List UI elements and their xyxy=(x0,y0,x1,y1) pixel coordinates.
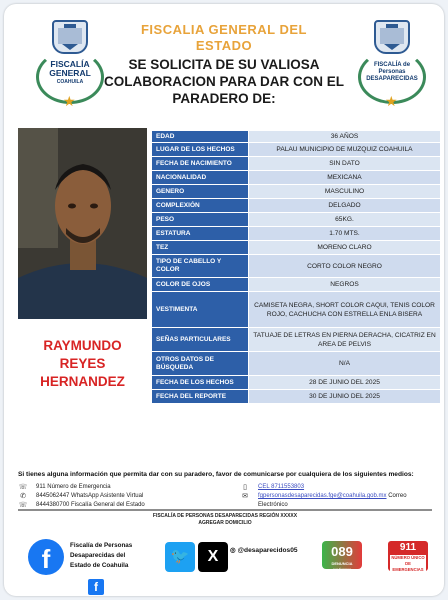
row-value: 36 AÑOS xyxy=(248,131,440,142)
region-info xyxy=(18,513,432,527)
missing-person-poster xyxy=(4,4,444,596)
contact-line xyxy=(18,483,228,492)
table-row xyxy=(152,352,440,376)
contact-line xyxy=(18,492,228,501)
row-value: DELGADO xyxy=(248,199,440,212)
details-table xyxy=(152,131,440,404)
fiscalia-general-logo xyxy=(34,20,106,112)
cel-link[interactable]: CEL 8711553803 xyxy=(258,484,305,490)
row-label: ESTATURA xyxy=(152,227,248,240)
region-line: AGREGAR DOMICILIO xyxy=(198,520,252,526)
table-row xyxy=(152,131,440,143)
person-name-first: RAYMUNDO xyxy=(43,338,122,353)
social-handle[interactable] xyxy=(230,546,330,554)
emergency-911-badge xyxy=(388,541,428,571)
logo-text-line: FISCALÍA de xyxy=(373,62,411,68)
email-label: Electrónico xyxy=(258,502,288,508)
logo-text-line: COAHUILA xyxy=(56,79,84,85)
row-label: COMPLEXIÓN xyxy=(152,199,248,212)
table-row xyxy=(152,157,440,171)
row-label: VESTIMENTA xyxy=(152,292,248,327)
row-value: SIN DATO xyxy=(248,157,440,170)
contact-text: 8445062447 WhatsApp Asistente Virtual xyxy=(36,493,144,499)
row-value: MEXICANA xyxy=(248,171,440,184)
star-icon: ★ xyxy=(385,93,398,109)
contact-heading: Si tienes alguna información que permita dar con su paradero, favor de comunicarse por cualquiera de los siguientes medios: xyxy=(18,471,414,478)
coat-of-arms-icon xyxy=(52,20,88,54)
table-row xyxy=(152,185,440,199)
row-value: MASCULINO xyxy=(248,185,440,198)
table-row xyxy=(152,390,440,404)
table-row xyxy=(152,241,440,255)
denuncia-089-badge xyxy=(322,541,362,572)
email-suffix: Correo xyxy=(388,493,407,499)
table-row xyxy=(152,171,440,185)
email-link[interactable]: fgpersonasdesaparecidas.fge@coahuila.gob.mx xyxy=(258,493,387,499)
row-value: 65KG. xyxy=(248,213,440,226)
row-value: CORTO COLOR NEGRO xyxy=(248,255,440,277)
row-value: N/A xyxy=(248,352,440,375)
facebook-text-line: Desaparecidas del xyxy=(70,552,126,559)
row-value: PALAU MUNICIPIO DE MUZQUIZ COAHUILA xyxy=(248,143,440,156)
x-logo-icon[interactable]: X xyxy=(198,542,228,572)
social-handle-text: @desaparecidos05 xyxy=(237,547,298,554)
twitter-bird-icon[interactable]: 🐦 xyxy=(165,542,195,572)
badge-089-text: DENUNCIA ANÓNIMA xyxy=(331,561,353,572)
table-row xyxy=(152,227,440,241)
row-label: SEÑAS PARTICULARES xyxy=(152,328,248,351)
row-label: NACIONALIDAD xyxy=(152,171,248,184)
table-row xyxy=(152,213,440,227)
row-label: OTROS DATOS DE BÚSQUEDA xyxy=(152,352,248,375)
facebook-text-line: Estado de Coahuila xyxy=(70,562,129,569)
person-name-last: HERNANDEZ xyxy=(40,374,125,389)
divider xyxy=(18,509,432,511)
row-value: NEGROS xyxy=(248,278,440,291)
logo-text-line: GENERAL xyxy=(49,68,91,78)
table-row xyxy=(152,278,440,292)
table-row xyxy=(152,143,440,157)
page-title: FISCALIA GENERAL DEL ESTADO xyxy=(140,22,307,53)
person-name-middle: REYES xyxy=(59,356,106,371)
badge-911-number: 911 xyxy=(399,542,417,553)
coat-of-arms-icon xyxy=(374,20,410,54)
row-label: TEZ xyxy=(152,241,248,254)
row-value: 28 DE JUNIO DEL 2025 xyxy=(248,376,440,389)
table-row xyxy=(152,376,440,390)
contact-list xyxy=(18,483,228,510)
row-value: 1.70 MTS. xyxy=(248,227,440,240)
row-label: EDAD xyxy=(152,131,248,142)
badge-089-number: 089 xyxy=(331,544,353,559)
badge-911-text: NÚMERO ÚNICO DE EMERGENCIAS xyxy=(391,555,425,572)
contact-text: 911 Número de Emergencia xyxy=(36,484,111,490)
row-label: FECHA DE NACIMIENTO xyxy=(152,157,248,170)
logo-text-line: Personas xyxy=(378,69,406,75)
region-line: FISCALÍA DE PERSONAS DESAPARECIDAS REGIÓN XXXXX xyxy=(152,513,298,519)
row-label: TIPO DE CABELLO Y COLOR xyxy=(152,255,248,277)
personas-desaparecidas-logo xyxy=(356,20,428,112)
mobile-icon: ▯ xyxy=(243,484,247,491)
contact-right xyxy=(240,483,440,510)
phone-icon: ☏ xyxy=(18,502,28,509)
contact-text: 8444380700 Fiscalía General del Estado xyxy=(36,502,145,508)
row-label: GENERO xyxy=(152,185,248,198)
table-row xyxy=(152,255,440,278)
person-photo xyxy=(18,128,147,319)
row-label: PESO xyxy=(152,213,248,226)
row-label: LUGAR DE LOS HECHOS xyxy=(152,143,248,156)
logo-text-line: FISCALÍA xyxy=(50,59,90,69)
star-icon: ★ xyxy=(63,93,76,109)
table-row xyxy=(152,328,440,352)
whatsapp-icon: ✆ xyxy=(20,493,26,500)
instagram-icon: ◎ xyxy=(230,547,236,554)
facebook-small-icon[interactable]: f xyxy=(88,579,104,595)
contact-line xyxy=(240,492,440,501)
email-icon: ✉ xyxy=(242,493,248,500)
table-row xyxy=(152,199,440,213)
logo-text-line: DESAPARECIDAS xyxy=(366,76,418,82)
contact-line xyxy=(240,483,440,492)
table-row xyxy=(152,292,440,328)
row-value: MORENO CLARO xyxy=(248,241,440,254)
row-value: TATUAJE DE LETRAS EN PIERNA DERACHA, CICATRIZ EN AREA DE PELVIS xyxy=(248,328,440,351)
row-value: 30 DE JUNIO DEL 2025 xyxy=(248,390,440,403)
row-label: FECHA DE LOS HECHOS xyxy=(152,376,248,389)
facebook-text-line: Fiscalía de Personas xyxy=(70,542,133,549)
phone-icon: ☏ xyxy=(18,484,28,491)
page-subtitle: SE SOLICITA DE SU VALIOSA COLABORACION PARA DAR CON EL PARADERO DE: xyxy=(104,57,344,106)
row-value: CAMISETA NEGRA, SHORT COLOR CAQUI, TENIS COLOR ROJO, CACHUCHA CON ESTRELLA ENLA BISERA xyxy=(248,292,440,327)
facebook-page-name xyxy=(70,541,170,571)
facebook-icon[interactable]: f xyxy=(28,539,64,575)
row-label: FECHA DEL REPORTE xyxy=(152,390,248,403)
row-label: COLOR DE OJOS xyxy=(152,278,248,291)
